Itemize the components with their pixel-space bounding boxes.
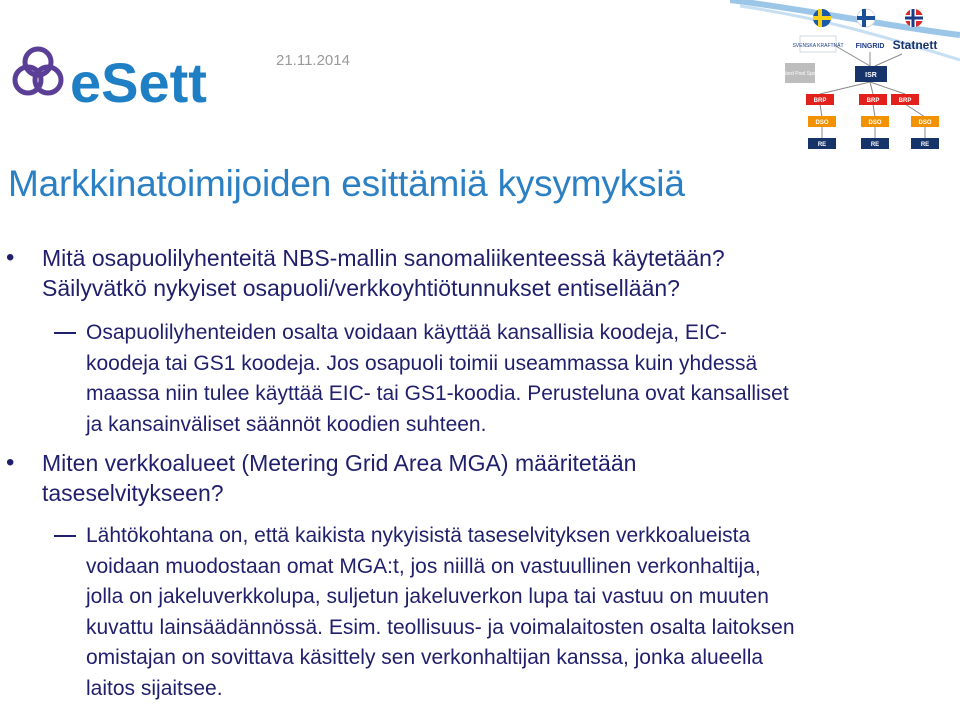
re-label-3: RE (921, 142, 929, 148)
fingrid-logo: FINGRID (856, 43, 885, 50)
sub-2-line-5: omistajan on sovittava käsittely sen verkonhaltijan kanssa, jonka alueella (86, 643, 946, 674)
nordpool-label: Nord Pool Spot (783, 71, 818, 77)
slide-title: Markkinatoimijoiden esittämiä kysymyksiä (8, 163, 685, 205)
bullet-item-1 (42, 243, 942, 303)
brp-label-2: BRP (867, 98, 880, 104)
dash-icon (54, 535, 76, 537)
bullet-1-line-2: Säilyvätkö nykyiset osapuoli/verkkoyhtiötunnukset entisellään? (42, 273, 942, 303)
bullet-2-line-2: taseselvitykseen? (42, 478, 942, 508)
brp-label-1: BRP (814, 98, 827, 104)
sub-2-line-2: voidaan muodostaan omat MGA:t, jos niillä on vastuullinen verkonhaltija, (86, 552, 946, 583)
sub-1-line-3: maassa niin tulee käyttää EIC- tai GS1-koodia. Perusteluna ovat kansalliset (86, 379, 946, 410)
brp-label-3: BRP (899, 98, 912, 104)
bullet-icon: • (6, 448, 14, 478)
statnett-logo: Statnett (893, 38, 938, 52)
re-label-1: RE (818, 142, 826, 148)
sub-1-line-4: ja kansainväliset säännöt koodien suhteen. (86, 410, 946, 441)
sub-bullet-2 (86, 521, 946, 704)
sub-bullet-1 (86, 318, 946, 440)
sub-2-line-6: laitos sijaitsee. (86, 674, 946, 704)
dso-label-2: DSO (868, 120, 881, 126)
sub-2-line-3: jolla on jakeluverkkolupa, suljetun jakeluverkon lupa tai vastuu on muuten (86, 582, 946, 613)
sub-2-line-4: kuvattu lainsäädännössä. Esim. teollisuus- ja voimalaitosten osalta laitoksen (86, 613, 946, 644)
isr-label: ISR (865, 72, 877, 79)
bullet-icon: • (6, 243, 14, 273)
bullet-2-line-1: Miten verkkoalueet (Metering Grid Area MGA) määritetään (42, 448, 942, 478)
dash-icon (54, 332, 76, 334)
sub-2-line-1: Lähtökohtana on, että kaikista nykyisistä taseselvityksen verkkoalueista (86, 521, 946, 552)
dso-label-1: DSO (815, 120, 828, 126)
svenska-logo: SVENSKA KRAFTNÄT (792, 42, 843, 49)
slide-date: 21.11.2014 (276, 52, 350, 69)
dso-label-3: DSO (918, 120, 931, 126)
bullet-1-line-1: Mitä osapuolilyhenteitä NBS-mallin sanomaliikenteessä käytetään? (42, 243, 942, 273)
re-label-2: RE (871, 142, 879, 148)
bullet-item-2 (42, 448, 942, 508)
logo-wordmark: eSett (70, 51, 207, 112)
sub-1-line-2: koodeja tai GS1 koodeja. Jos osapuoli toimii useammassa kuin yhdessä (86, 349, 946, 380)
sub-1-line-1: Osapuolilyhenteiden osalta voidaan käyttää kansallisia koodeja, EIC- (86, 318, 946, 349)
